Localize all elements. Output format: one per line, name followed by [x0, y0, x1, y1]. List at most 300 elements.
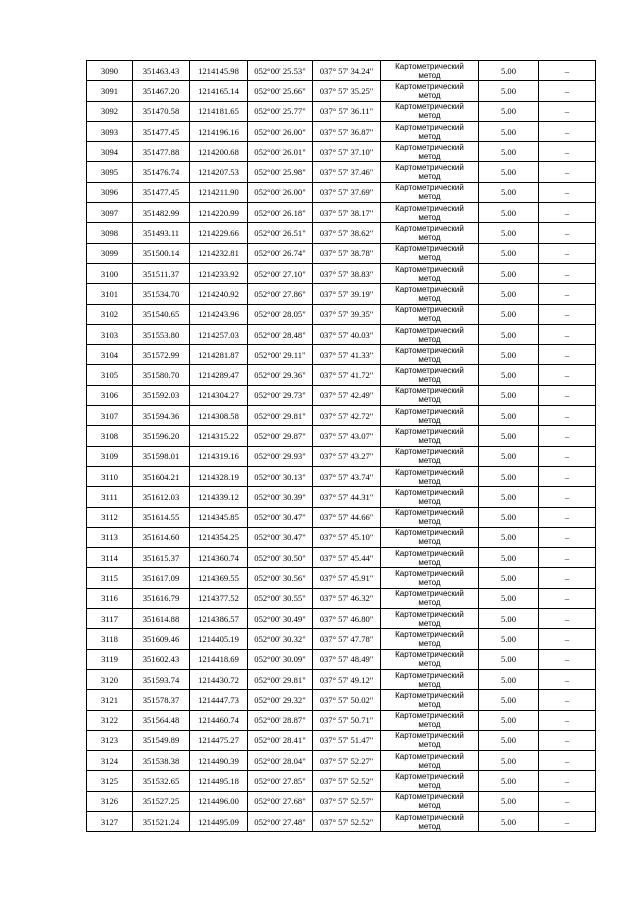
description-cell: – — [539, 101, 596, 121]
method-line-2: метод — [418, 90, 441, 100]
coord-y-cell: 1214490.39 — [190, 751, 248, 771]
method-cell — [381, 203, 479, 223]
accuracy-cell: 5.00 — [479, 507, 539, 527]
method-line-1: Картометрический — [395, 467, 464, 477]
method-cell — [381, 588, 479, 608]
description-cell: – — [539, 203, 596, 223]
method-line-1: Картометрический — [395, 792, 464, 802]
point-number-cell: 3098 — [87, 223, 133, 243]
description-cell: – — [539, 791, 596, 811]
description-cell: – — [539, 142, 596, 162]
table-row — [87, 730, 596, 750]
coord-y-cell: 1214257.03 — [190, 324, 248, 344]
description-cell: – — [539, 730, 596, 750]
description-cell: – — [539, 609, 596, 629]
coord-x-cell: 351511.37 — [133, 263, 190, 283]
coord-x-cell: 351527.25 — [133, 791, 190, 811]
table-row — [87, 406, 596, 426]
latitude-cell: 052°00' 26.74" — [248, 243, 313, 263]
method-cell — [381, 507, 479, 527]
accuracy-cell: 5.00 — [479, 527, 539, 547]
coord-x-cell: 351476.74 — [133, 162, 190, 182]
point-number-cell: 3091 — [87, 81, 133, 101]
method-line-1: Картометрический — [395, 244, 464, 254]
longitude-cell: 037° 57' 45.44" — [313, 548, 381, 568]
latitude-cell: 052°00' 30.09" — [248, 649, 313, 669]
method-line-1: Картометрический — [395, 447, 464, 457]
method-cell — [381, 345, 479, 365]
latitude-cell: 052°00' 29.93" — [248, 446, 313, 466]
method-line-1: Картометрический — [395, 772, 464, 782]
accuracy-cell: 5.00 — [479, 101, 539, 121]
description-cell: – — [539, 365, 596, 385]
table-row — [87, 61, 596, 81]
description-cell: – — [539, 162, 596, 182]
coord-y-cell: 1214496.00 — [190, 791, 248, 811]
coord-y-cell: 1214145.98 — [190, 61, 248, 81]
method-line-2: метод — [418, 70, 441, 80]
method-line-1: Картометрический — [395, 366, 464, 376]
method-cell — [381, 385, 479, 405]
description-cell: – — [539, 304, 596, 324]
coord-y-cell: 1214289.47 — [190, 365, 248, 385]
description-cell: – — [539, 284, 596, 304]
accuracy-cell: 5.00 — [479, 121, 539, 141]
table-row — [87, 527, 596, 547]
table-row — [87, 223, 596, 243]
method-line-1: Картометрический — [395, 406, 464, 416]
latitude-cell: 052°00' 25.66" — [248, 81, 313, 101]
latitude-cell: 052°00' 30.50" — [248, 548, 313, 568]
point-number-cell: 3111 — [87, 487, 133, 507]
coord-x-cell: 351493.11 — [133, 223, 190, 243]
longitude-cell: 037° 57' 38.62" — [313, 223, 381, 243]
point-number-cell: 3116 — [87, 588, 133, 608]
method-line-1: Картометрический — [395, 812, 464, 822]
point-number-cell: 3097 — [87, 203, 133, 223]
description-cell: – — [539, 548, 596, 568]
accuracy-cell: 5.00 — [479, 406, 539, 426]
accuracy-cell: 5.00 — [479, 568, 539, 588]
method-line-2: метод — [418, 253, 441, 263]
coord-y-cell: 1214232.81 — [190, 243, 248, 263]
method-line-2: метод — [418, 435, 441, 445]
longitude-cell: 037° 57' 37.69" — [313, 182, 381, 202]
method-cell — [381, 771, 479, 791]
longitude-cell: 037° 57' 40.03" — [313, 324, 381, 344]
description-cell: – — [539, 568, 596, 588]
coord-x-cell: 351592.03 — [133, 385, 190, 405]
accuracy-cell: 5.00 — [479, 61, 539, 81]
method-cell — [381, 609, 479, 629]
method-cell — [381, 406, 479, 426]
table-row — [87, 345, 596, 365]
coord-y-cell: 1214369.55 — [190, 568, 248, 588]
longitude-cell: 037° 57' 41.72" — [313, 365, 381, 385]
coord-x-cell: 351463.43 — [133, 61, 190, 81]
point-number-cell: 3093 — [87, 121, 133, 141]
table-row — [87, 568, 596, 588]
method-cell — [381, 304, 479, 324]
coord-y-cell: 1214495.09 — [190, 811, 248, 831]
method-line-2: метод — [418, 659, 441, 669]
coord-y-cell: 1214495.18 — [190, 771, 248, 791]
table-row — [87, 446, 596, 466]
accuracy-cell: 5.00 — [479, 81, 539, 101]
accuracy-cell: 5.00 — [479, 263, 539, 283]
description-cell: – — [539, 385, 596, 405]
method-line-1: Картометрический — [395, 264, 464, 274]
description-cell: – — [539, 710, 596, 730]
method-cell — [381, 811, 479, 831]
method-cell — [381, 548, 479, 568]
coord-y-cell: 1214386.57 — [190, 609, 248, 629]
latitude-cell: 052°00' 29.11" — [248, 345, 313, 365]
table-row — [87, 710, 596, 730]
point-number-cell: 3106 — [87, 385, 133, 405]
description-cell: – — [539, 324, 596, 344]
point-number-cell: 3096 — [87, 182, 133, 202]
method-line-1: Картометрический — [395, 569, 464, 579]
longitude-cell: 037° 57' 41.33" — [313, 345, 381, 365]
table-row — [87, 365, 596, 385]
table-row — [87, 203, 596, 223]
method-line-1: Картометрический — [395, 305, 464, 315]
method-line-1: Картометрический — [395, 751, 464, 761]
method-line-1: Картометрический — [395, 650, 464, 660]
longitude-cell: 037° 57' 43.07" — [313, 426, 381, 446]
coord-x-cell: 351482.99 — [133, 203, 190, 223]
method-line-1: Картометрический — [395, 203, 464, 213]
point-number-cell: 3109 — [87, 446, 133, 466]
point-number-cell: 3114 — [87, 548, 133, 568]
method-line-2: метод — [418, 638, 441, 648]
method-cell — [381, 446, 479, 466]
longitude-cell: 037° 57' 42.49" — [313, 385, 381, 405]
description-cell: – — [539, 121, 596, 141]
method-line-2: метод — [418, 476, 441, 486]
coord-x-cell: 351500.14 — [133, 243, 190, 263]
latitude-cell: 052°00' 27.68" — [248, 791, 313, 811]
method-line-2: метод — [418, 801, 441, 811]
coord-x-cell: 351596.20 — [133, 426, 190, 446]
table-row — [87, 304, 596, 324]
description-cell: – — [539, 263, 596, 283]
method-line-1: Картометрический — [395, 487, 464, 497]
accuracy-cell: 5.00 — [479, 669, 539, 689]
method-line-2: метод — [418, 740, 441, 750]
longitude-cell: 037° 57' 46.32" — [313, 588, 381, 608]
table-row — [87, 101, 596, 121]
coord-y-cell: 1214354.25 — [190, 527, 248, 547]
table-row — [87, 426, 596, 446]
coord-x-cell: 351572.99 — [133, 345, 190, 365]
method-line-1: Картометрический — [395, 508, 464, 518]
table-row — [87, 162, 596, 182]
coord-y-cell: 1214339.12 — [190, 487, 248, 507]
method-cell — [381, 466, 479, 486]
method-line-1: Картометрический — [395, 345, 464, 355]
accuracy-cell: 5.00 — [479, 548, 539, 568]
longitude-cell: 037° 57' 49.12" — [313, 669, 381, 689]
coord-y-cell: 1214207.53 — [190, 162, 248, 182]
coord-x-cell: 351477.45 — [133, 121, 190, 141]
longitude-cell: 037° 57' 37.46" — [313, 162, 381, 182]
accuracy-cell: 5.00 — [479, 142, 539, 162]
accuracy-cell: 5.00 — [479, 771, 539, 791]
latitude-cell: 052°00' 26.00" — [248, 121, 313, 141]
coord-y-cell: 1214181.65 — [190, 101, 248, 121]
longitude-cell: 037° 57' 39.19" — [313, 284, 381, 304]
point-number-cell: 3118 — [87, 629, 133, 649]
longitude-cell: 037° 57' 38.83" — [313, 263, 381, 283]
method-line-2: метод — [418, 111, 441, 121]
coord-y-cell: 1214418.69 — [190, 649, 248, 669]
coord-y-cell: 1214243.96 — [190, 304, 248, 324]
longitude-cell: 037° 57' 46.80" — [313, 609, 381, 629]
table-row — [87, 649, 596, 669]
latitude-cell: 052°00' 27.86" — [248, 284, 313, 304]
description-cell: – — [539, 182, 596, 202]
method-cell — [381, 365, 479, 385]
point-number-cell: 3113 — [87, 527, 133, 547]
table-row — [87, 263, 596, 283]
method-line-2: метод — [418, 720, 441, 730]
coord-x-cell: 351521.24 — [133, 811, 190, 831]
method-cell — [381, 710, 479, 730]
method-line-1: Картометрический — [395, 122, 464, 132]
coord-y-cell: 1214319.16 — [190, 446, 248, 466]
description-cell: – — [539, 426, 596, 446]
latitude-cell: 052°00' 29.87" — [248, 426, 313, 446]
longitude-cell: 037° 57' 35.25" — [313, 81, 381, 101]
description-cell: – — [539, 487, 596, 507]
coord-x-cell: 351604.21 — [133, 466, 190, 486]
method-line-1: Картометрический — [395, 325, 464, 335]
method-line-1: Картометрический — [395, 629, 464, 639]
coord-x-cell: 351532.65 — [133, 771, 190, 791]
description-cell: – — [539, 243, 596, 263]
method-cell — [381, 121, 479, 141]
method-cell — [381, 223, 479, 243]
coord-y-cell: 1214308.58 — [190, 406, 248, 426]
point-number-cell: 3105 — [87, 365, 133, 385]
accuracy-cell: 5.00 — [479, 629, 539, 649]
method-line-2: метод — [418, 395, 441, 405]
longitude-cell: 037° 57' 52.57" — [313, 791, 381, 811]
method-line-2: метод — [418, 537, 441, 547]
latitude-cell: 052°00' 30.56" — [248, 568, 313, 588]
point-number-cell: 3108 — [87, 426, 133, 446]
method-cell — [381, 487, 479, 507]
description-cell: – — [539, 588, 596, 608]
longitude-cell: 037° 57' 43.74" — [313, 466, 381, 486]
coord-x-cell: 351617.09 — [133, 568, 190, 588]
latitude-cell: 052°00' 25.53" — [248, 61, 313, 81]
method-line-2: метод — [418, 578, 441, 588]
description-cell: – — [539, 61, 596, 81]
method-line-1: Картометрический — [395, 528, 464, 538]
latitude-cell: 052°00' 29.81" — [248, 406, 313, 426]
accuracy-cell: 5.00 — [479, 182, 539, 202]
point-number-cell: 3126 — [87, 791, 133, 811]
method-cell — [381, 629, 479, 649]
coord-x-cell: 351612.03 — [133, 487, 190, 507]
latitude-cell: 052°00' 29.73" — [248, 385, 313, 405]
method-cell — [381, 669, 479, 689]
table-row — [87, 791, 596, 811]
method-line-2: метод — [418, 781, 441, 791]
coord-x-cell: 351602.43 — [133, 649, 190, 669]
longitude-cell: 037° 57' 50.71" — [313, 710, 381, 730]
point-number-cell: 3120 — [87, 669, 133, 689]
point-number-cell: 3107 — [87, 406, 133, 426]
longitude-cell: 037° 57' 42.72" — [313, 406, 381, 426]
accuracy-cell: 5.00 — [479, 304, 539, 324]
method-line-1: Картометрический — [395, 81, 464, 91]
longitude-cell: 037° 57' 37.10" — [313, 142, 381, 162]
longitude-cell: 037° 57' 34.24" — [313, 61, 381, 81]
description-cell: – — [539, 81, 596, 101]
method-line-1: Картометрический — [395, 690, 464, 700]
accuracy-cell: 5.00 — [479, 203, 539, 223]
method-line-1: Картометрический — [395, 386, 464, 396]
longitude-cell: 037° 57' 39.35" — [313, 304, 381, 324]
method-line-2: метод — [418, 273, 441, 283]
table-row — [87, 121, 596, 141]
point-number-cell: 3090 — [87, 61, 133, 81]
method-line-2: метод — [418, 821, 441, 831]
description-cell: – — [539, 223, 596, 243]
point-number-cell: 3099 — [87, 243, 133, 263]
method-line-2: метод — [418, 618, 441, 628]
coord-x-cell: 351578.37 — [133, 690, 190, 710]
method-cell — [381, 162, 479, 182]
method-line-1: Картометрический — [395, 711, 464, 721]
coordinates-table — [86, 60, 596, 832]
method-line-2: метод — [418, 192, 441, 202]
method-line-1: Картометрический — [395, 142, 464, 152]
longitude-cell: 037° 57' 38.17" — [313, 203, 381, 223]
method-line-1: Картометрический — [395, 284, 464, 294]
latitude-cell: 052°00' 30.49" — [248, 609, 313, 629]
latitude-cell: 052°00' 30.32" — [248, 629, 313, 649]
method-line-2: метод — [418, 334, 441, 344]
coord-x-cell: 351594.36 — [133, 406, 190, 426]
latitude-cell: 052°00' 26.18" — [248, 203, 313, 223]
coord-x-cell: 351615.37 — [133, 548, 190, 568]
accuracy-cell: 5.00 — [479, 649, 539, 669]
point-number-cell: 3103 — [87, 324, 133, 344]
point-number-cell: 3101 — [87, 284, 133, 304]
accuracy-cell: 5.00 — [479, 365, 539, 385]
coord-y-cell: 1214328.19 — [190, 466, 248, 486]
coord-y-cell: 1214475.27 — [190, 730, 248, 750]
coord-y-cell: 1214281.87 — [190, 345, 248, 365]
coord-x-cell: 351467.20 — [133, 81, 190, 101]
method-cell — [381, 81, 479, 101]
longitude-cell: 037° 57' 36.87" — [313, 121, 381, 141]
method-line-2: метод — [418, 415, 441, 425]
longitude-cell: 037° 57' 36.11" — [313, 101, 381, 121]
latitude-cell: 052°00' 26.01" — [248, 142, 313, 162]
coord-x-cell: 351614.88 — [133, 609, 190, 629]
method-line-1: Картометрический — [395, 548, 464, 558]
coord-y-cell: 1214200.68 — [190, 142, 248, 162]
table-row — [87, 324, 596, 344]
longitude-cell: 037° 57' 44.66" — [313, 507, 381, 527]
point-number-cell: 3110 — [87, 466, 133, 486]
coord-y-cell: 1214240.92 — [190, 284, 248, 304]
method-line-2: метод — [418, 151, 441, 161]
method-line-2: метод — [418, 598, 441, 608]
coord-y-cell: 1214405.19 — [190, 629, 248, 649]
coord-x-cell: 351534.70 — [133, 284, 190, 304]
accuracy-cell: 5.00 — [479, 690, 539, 710]
description-cell: – — [539, 649, 596, 669]
table-row — [87, 243, 596, 263]
accuracy-cell: 5.00 — [479, 162, 539, 182]
description-cell: – — [539, 690, 596, 710]
description-cell: – — [539, 669, 596, 689]
description-cell: – — [539, 345, 596, 365]
latitude-cell: 052°00' 29.81" — [248, 669, 313, 689]
description-cell: – — [539, 527, 596, 547]
method-line-1: Картометрический — [395, 670, 464, 680]
latitude-cell: 052°00' 30.39" — [248, 487, 313, 507]
longitude-cell: 037° 57' 48.49" — [313, 649, 381, 669]
description-cell: – — [539, 751, 596, 771]
method-cell — [381, 142, 479, 162]
point-number-cell: 3094 — [87, 142, 133, 162]
coordinates-sheet — [86, 60, 596, 832]
coord-y-cell: 1214304.27 — [190, 385, 248, 405]
method-line-2: метод — [418, 233, 441, 243]
description-cell: – — [539, 629, 596, 649]
accuracy-cell: 5.00 — [479, 385, 539, 405]
description-cell: – — [539, 466, 596, 486]
table-row — [87, 182, 596, 202]
coord-y-cell: 1214430.72 — [190, 669, 248, 689]
method-line-2: метод — [418, 517, 441, 527]
accuracy-cell: 5.00 — [479, 730, 539, 750]
method-cell — [381, 426, 479, 446]
longitude-cell: 037° 57' 50.02" — [313, 690, 381, 710]
table-row — [87, 466, 596, 486]
table-row — [87, 487, 596, 507]
method-line-1: Картометрический — [395, 61, 464, 71]
table-row — [87, 629, 596, 649]
accuracy-cell: 5.00 — [479, 751, 539, 771]
method-cell — [381, 690, 479, 710]
method-cell — [381, 568, 479, 588]
accuracy-cell: 5.00 — [479, 811, 539, 831]
table-row — [87, 507, 596, 527]
longitude-cell: 037° 57' 45.91" — [313, 568, 381, 588]
point-number-cell: 3095 — [87, 162, 133, 182]
coord-y-cell: 1214196.16 — [190, 121, 248, 141]
method-line-1: Картометрический — [395, 102, 464, 112]
table-row — [87, 142, 596, 162]
table-row — [87, 284, 596, 304]
method-cell — [381, 730, 479, 750]
method-cell — [381, 527, 479, 547]
accuracy-cell: 5.00 — [479, 609, 539, 629]
latitude-cell: 052°00' 25.98" — [248, 162, 313, 182]
latitude-cell: 052°00' 27.48" — [248, 811, 313, 831]
point-number-cell: 3117 — [87, 609, 133, 629]
point-number-cell: 3124 — [87, 751, 133, 771]
